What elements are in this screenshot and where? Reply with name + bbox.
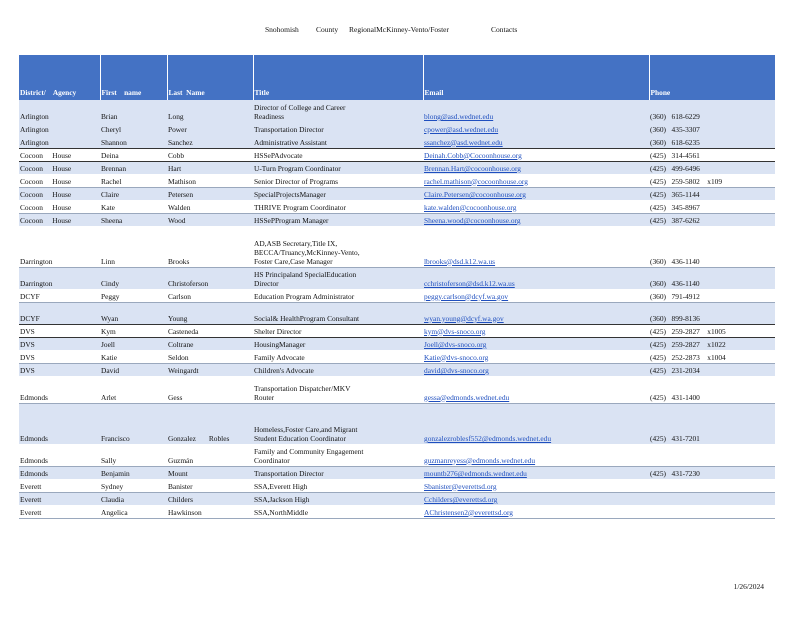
cell-email <box>423 135 649 148</box>
cell-last-name: Walden <box>167 200 253 213</box>
email-link[interactable]: mountb276@edmonds.wednet.edu <box>424 469 527 478</box>
cell-phone: (360) 618-6235 <box>649 135 775 148</box>
email-link[interactable]: Cchilders@everettsd.org <box>424 495 498 504</box>
cell-district: Cocoon House <box>19 187 100 200</box>
cell-last-name: Weingardt <box>167 363 253 376</box>
cell-email <box>423 363 649 376</box>
cell-last-name: Long <box>167 100 253 122</box>
cell-email <box>423 337 649 350</box>
email-link[interactable]: david@dvs-snoco.org <box>424 366 489 375</box>
cell-title: AD,ASB Secretary,Title IX, BECCA/Truancy,McKinney-Vento, Foster Care,Case Manager <box>253 226 423 267</box>
cell-email <box>423 148 649 161</box>
cell-phone: (360) 435-3307 <box>649 122 775 135</box>
cell-phone <box>649 492 775 505</box>
cell-district: Darrington <box>19 226 100 267</box>
title-part-1: Snohomish <box>265 25 299 34</box>
cell-email <box>423 492 649 505</box>
cell-first-name: Claire <box>100 187 167 200</box>
cell-district: Cocoon House <box>19 148 100 161</box>
col-header-title: Title <box>253 55 423 100</box>
cell-first-name: Cindy <box>100 267 167 289</box>
cell-first-name: Rachel <box>100 174 167 187</box>
cell-district: Arlington <box>19 100 100 122</box>
cell-first-name: Francisco <box>100 403 167 444</box>
cell-email <box>423 466 649 479</box>
cell-title: Children's Advocate <box>253 363 423 376</box>
cell-last-name: Carlson <box>167 289 253 302</box>
col-header-first-name: First name <box>100 55 167 100</box>
cell-district: Everett <box>19 479 100 492</box>
cell-first-name: Shannon <box>100 135 167 148</box>
cell-phone: (425) 252-2873 x1004 <box>649 350 775 363</box>
cell-title: HS Principaland SpecialEducation Director <box>253 267 423 289</box>
table-row <box>19 267 775 289</box>
cell-district: Cocoon House <box>19 174 100 187</box>
table-row <box>19 100 775 122</box>
cell-last-name: Brooks <box>167 226 253 267</box>
cell-phone: (425) 499-6496 <box>649 161 775 174</box>
table-row <box>19 122 775 135</box>
cell-email <box>423 122 649 135</box>
cell-email <box>423 376 649 403</box>
cell-last-name: Power <box>167 122 253 135</box>
cell-last-name: Hawkinson <box>167 505 253 518</box>
email-link[interactable]: guzmanreyess@edmonds.wednet.edu <box>424 455 536 465</box>
cell-email <box>423 187 649 200</box>
cell-phone: (425) 431-1400 <box>649 376 775 403</box>
cell-last-name: Gess <box>167 376 253 403</box>
cell-first-name: David <box>100 363 167 376</box>
table-row <box>19 161 775 174</box>
cell-district: Everett <box>19 492 100 505</box>
table-row <box>19 148 775 161</box>
cell-last-name: Christoferson <box>167 267 253 289</box>
cell-district: Cocoon House <box>19 161 100 174</box>
cell-email <box>423 174 649 187</box>
email-link[interactable]: kate.walden@cocoonhouse.org <box>424 202 517 212</box>
cell-last-name: Mathison <box>167 174 253 187</box>
email-link[interactable]: cpower@asd.wednet.edu <box>424 125 499 134</box>
cell-first-name: Angelica <box>100 505 167 518</box>
email-link[interactable]: blong@asd.wednet.edu <box>424 112 494 121</box>
cell-title: Administrative Assistant <box>253 135 423 148</box>
table-header-row <box>19 55 775 100</box>
cell-phone: (425) 259-5802 x109 <box>649 174 775 187</box>
cell-first-name: Brian <box>100 100 167 122</box>
cell-first-name: Deina <box>100 148 167 161</box>
email-link[interactable]: gonzalezroblesf552@edmonds.wednet.edu <box>424 434 552 443</box>
email-link[interactable]: ssanchez@asd.wednet.edu <box>424 137 503 147</box>
cell-last-name: Casteneda <box>167 324 253 337</box>
table-row <box>19 289 775 302</box>
cell-phone: (425) 431-7201 <box>649 403 775 444</box>
cell-title: HSSePProgram Manager <box>253 213 423 226</box>
email-link[interactable]: Deinah.Cobb@Cocoonhouse.org <box>424 150 522 160</box>
cell-first-name: Sally <box>100 444 167 466</box>
table-row <box>19 174 775 187</box>
cell-phone: (425) 387-6262 <box>649 213 775 226</box>
cell-first-name: Benjamin <box>100 466 167 479</box>
cell-phone <box>649 444 775 466</box>
cell-title: Senior Director of Programs <box>253 174 423 187</box>
cell-first-name: Kate <box>100 200 167 213</box>
cell-last-name: Hart <box>167 161 253 174</box>
cell-first-name: Claudia <box>100 492 167 505</box>
email-link[interactable]: wyan.young@dcyf.wa.gov <box>424 313 504 323</box>
cell-phone: (425) 314-4561 <box>649 148 775 161</box>
cell-title: Transportation Director <box>253 466 423 479</box>
table-row <box>19 363 775 376</box>
table-row <box>19 403 775 444</box>
table-row <box>19 492 775 505</box>
cell-last-name: Sanchez <box>167 135 253 148</box>
cell-title: SpecialProjectsManager <box>253 187 423 200</box>
cell-district: Edmonds <box>19 466 100 479</box>
col-header-last-name: Last Name <box>167 55 253 100</box>
col-header-district: District/ Agency <box>19 55 100 100</box>
table-row <box>19 226 775 267</box>
table-row <box>19 302 775 324</box>
email-link[interactable]: peggy.carlson@dcyf.wa.gov <box>424 291 509 301</box>
cell-first-name: Peggy <box>100 289 167 302</box>
title-part-2: County <box>316 25 339 34</box>
cell-title: SSA,Jackson High <box>253 492 423 505</box>
cell-district: Edmonds <box>19 376 100 403</box>
cell-last-name: Petersen <box>167 187 253 200</box>
cell-district: Edmonds <box>19 403 100 444</box>
cell-district: DVS <box>19 350 100 363</box>
cell-first-name: Cheryl <box>100 122 167 135</box>
cell-district: DVS <box>19 324 100 337</box>
cell-last-name: Young <box>167 302 253 324</box>
cell-last-name: Mount <box>167 466 253 479</box>
cell-phone: (425) 365-1144 <box>649 187 775 200</box>
table-row <box>19 350 775 363</box>
cell-phone: (360) 791-4912 <box>649 289 775 302</box>
cell-first-name: Joell <box>100 337 167 350</box>
cell-phone: (425) 259-2827 x1022 <box>649 337 775 350</box>
cell-last-name: Seldon <box>167 350 253 363</box>
col-header-email: Email <box>423 55 649 100</box>
email-link[interactable]: rachel.mathison@cocoonhouse.org <box>424 176 528 186</box>
title-part-4: Contacts <box>491 25 518 34</box>
email-link[interactable]: Brennan.Hart@cocoonhouse.org <box>424 164 521 173</box>
cell-phone: (425) 259-2827 x1005 <box>649 324 775 337</box>
cell-title: Family and Community Engagement Coordinator <box>253 444 423 466</box>
cell-email <box>423 267 649 289</box>
cell-district: Edmonds <box>19 444 100 466</box>
email-link[interactable]: lbrooks@dsd.k12.wa.us <box>424 256 496 266</box>
cell-email <box>423 226 649 267</box>
contacts-table <box>19 55 776 519</box>
title-part-3: RegionalMcKinney-Vento/Foster <box>349 25 449 34</box>
cell-email <box>423 350 649 363</box>
table-row <box>19 444 775 466</box>
cell-email <box>423 161 649 174</box>
cell-first-name: Arlet <box>100 376 167 403</box>
cell-email <box>423 100 649 122</box>
cell-phone: (360) 436-1140 <box>649 267 775 289</box>
cell-first-name: Sydney <box>100 479 167 492</box>
cell-title: HousingManager <box>253 337 423 350</box>
cell-email <box>423 200 649 213</box>
cell-district: DCYF <box>19 302 100 324</box>
table-row <box>19 200 775 213</box>
email-link[interactable]: gessa@edmonds.wednet.edu <box>424 392 510 402</box>
cell-district: Arlington <box>19 122 100 135</box>
cell-first-name: Brennan <box>100 161 167 174</box>
cell-email <box>423 505 649 518</box>
cell-phone: (425) 345-8967 <box>649 200 775 213</box>
cell-phone <box>649 479 775 492</box>
email-link[interactable]: Sheena.wood@cocoonhouse.org <box>424 216 521 225</box>
cell-phone <box>649 505 775 518</box>
cell-title: SSA,Everett High <box>253 479 423 492</box>
email-link[interactable]: Sbanister@everettsd.org <box>424 481 497 491</box>
cell-first-name: Wyan <box>100 302 167 324</box>
cell-first-name: Linn <box>100 226 167 267</box>
cell-title: Education Program Administrator <box>253 289 423 302</box>
cell-last-name: Childers <box>167 492 253 505</box>
cell-district: Cocoon House <box>19 200 100 213</box>
table-row <box>19 376 775 403</box>
table-row <box>19 466 775 479</box>
cell-last-name: Coltrane <box>167 337 253 350</box>
cell-title: Shelter Director <box>253 324 423 337</box>
cell-title: U-Turn Program Coordinator <box>253 161 423 174</box>
table-row <box>19 324 775 337</box>
footer-date: 1/26/2024 <box>733 582 764 591</box>
col-header-phone: Phone <box>649 55 775 100</box>
email-link[interactable]: Katie@dvs-snoco.org <box>424 352 489 362</box>
cell-title: Family Advocate <box>253 350 423 363</box>
cell-district: Arlington <box>19 135 100 148</box>
cell-last-name: Wood <box>167 213 253 226</box>
cell-phone: (360) 618-6229 <box>649 100 775 122</box>
cell-title: Director of College and Career Readiness <box>253 100 423 122</box>
cell-title: Transportation Dispatcher/MKV Router <box>253 376 423 403</box>
cell-email <box>423 324 649 337</box>
cell-first-name: Kym <box>100 324 167 337</box>
email-link[interactable]: Joell@dvs-snoco.org <box>424 340 487 349</box>
cell-last-name: Guzmán <box>167 444 253 466</box>
email-link[interactable]: AChristensen2@everettsd.org <box>424 507 513 517</box>
cell-title: Homeless,Foster Care,and Migrant Student Education Coordinator <box>253 403 423 444</box>
table-row <box>19 187 775 200</box>
cell-district: DVS <box>19 363 100 376</box>
cell-title: THRIVE Program Coordinator <box>253 200 423 213</box>
cell-title: Social& HealthProgram Consultant <box>253 302 423 324</box>
cell-email <box>423 302 649 324</box>
table-row <box>19 479 775 492</box>
table-row <box>19 135 775 148</box>
email-link[interactable]: Claire.Petersen@cocoonhouse.org <box>424 190 526 199</box>
cell-district: Everett <box>19 505 100 518</box>
cell-phone: (360) 899-8136 <box>649 302 775 324</box>
cell-phone: (360) 436-1140 <box>649 226 775 267</box>
table-row <box>19 505 775 518</box>
table-row <box>19 337 775 350</box>
cell-last-name: Banister <box>167 479 253 492</box>
cell-district: DVS <box>19 337 100 350</box>
cell-last-name: Gonzalez Robles <box>167 403 253 444</box>
cell-email <box>423 403 649 444</box>
cell-first-name: Sheena <box>100 213 167 226</box>
cell-title: SSA,NorthMiddle <box>253 505 423 518</box>
cell-first-name: Katie <box>100 350 167 363</box>
cell-district: DCYF <box>19 289 100 302</box>
cell-title: Transportation Director <box>253 122 423 135</box>
cell-email <box>423 213 649 226</box>
cell-district: Cocoon House <box>19 213 100 226</box>
cell-phone: (425) 431-7230 <box>649 466 775 479</box>
cell-email <box>423 289 649 302</box>
cell-email <box>423 444 649 466</box>
cell-phone: (425) 231-2034 <box>649 363 775 376</box>
cell-district: Darrington <box>19 267 100 289</box>
cell-last-name: Cobb <box>167 148 253 161</box>
table-row <box>19 213 775 226</box>
cell-email <box>423 479 649 492</box>
email-link[interactable]: kym@dvs-snoco.org <box>424 326 486 336</box>
cell-title: HSSePAdvocate <box>253 148 423 161</box>
email-link[interactable]: cchristoferson@dsd.k12.wa.us <box>424 279 515 288</box>
